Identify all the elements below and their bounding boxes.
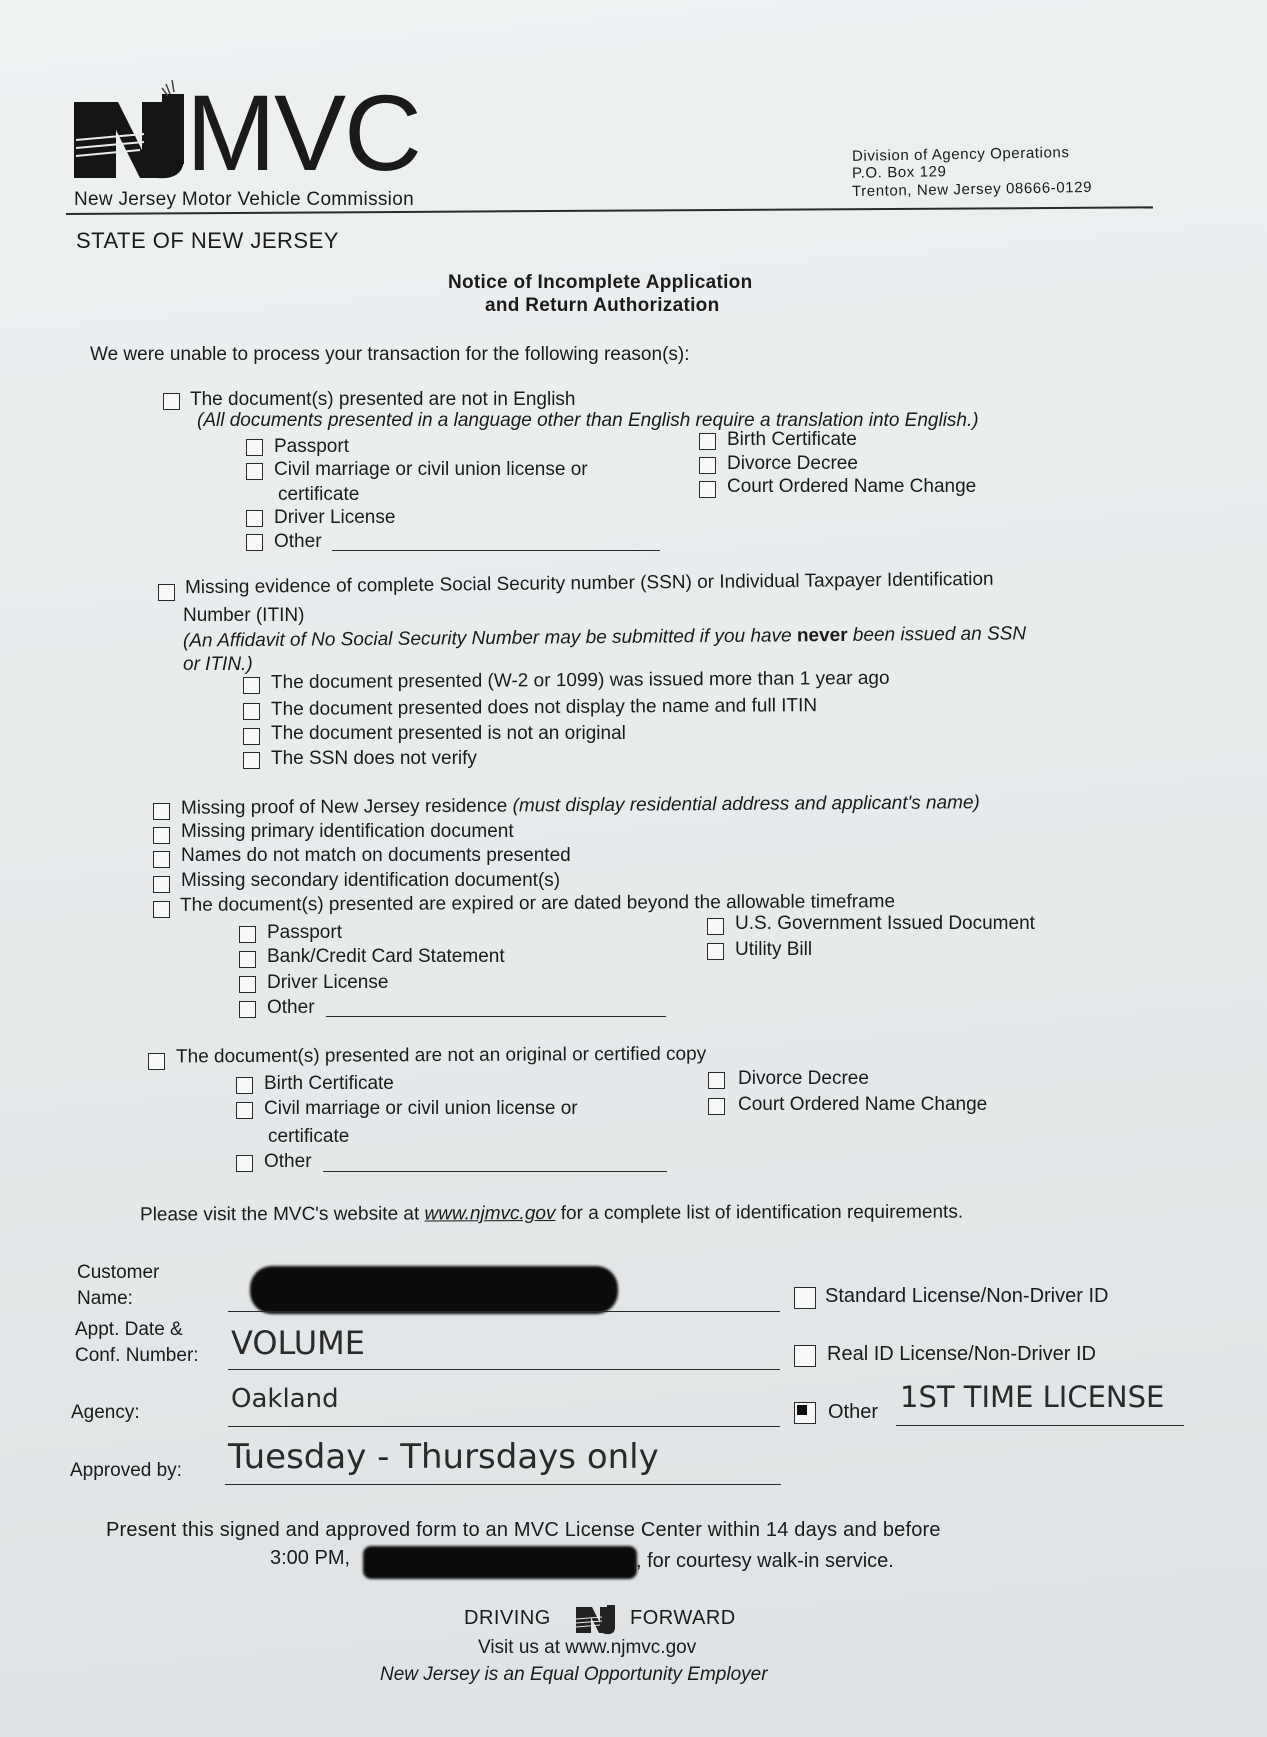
checkbox-ne-birth-certificate[interactable]: [699, 433, 716, 450]
checkbox-ne-civil-marriage[interactable]: [246, 463, 263, 480]
no-name-change-label: Court Ordered Name Change: [738, 1094, 988, 1115]
division-name: Division of Agency Operations: [851, 144, 1070, 165]
checkbox-real-id-license[interactable]: [794, 1345, 816, 1367]
no-other-input-line[interactable]: [323, 1171, 667, 1172]
exp-driver-license-label: Driver License: [267, 972, 389, 993]
agency-line[interactable]: [228, 1426, 780, 1427]
missing-ssn-label-2: Number (ITIN): [183, 605, 305, 626]
ssn-note-part-b: been issued an SSN: [847, 623, 1027, 646]
footer-visit: Visit us at www.njmvc.gov: [478, 1637, 697, 1658]
footer-nj-logo-mark: [576, 1601, 622, 1635]
checkbox-exp-gov-doc[interactable]: [707, 918, 724, 935]
ne-birth-certificate-label: Birth Certificate: [727, 429, 857, 450]
checkbox-no-name-change[interactable]: [708, 1098, 725, 1115]
checkbox-exp-passport[interactable]: [239, 926, 256, 943]
ssn-note-part-a: (An Affidavit of No Social Security Number may be submitted if you have: [182, 625, 797, 652]
checkbox-standard-license[interactable]: [794, 1287, 816, 1309]
customer-name-line[interactable]: [228, 1311, 780, 1312]
appt-line[interactable]: [228, 1369, 780, 1370]
no-divorce-decree-label: Divorce Decree: [738, 1068, 869, 1089]
checkbox-ne-name-change[interactable]: [699, 481, 716, 498]
form-title-line2: and Return Authorization: [485, 295, 720, 316]
checkbox-ne-driver-license[interactable]: [246, 510, 263, 527]
ssn-note-bold: never: [796, 624, 848, 647]
commission-name: New Jersey Motor Vehicle Commission: [74, 189, 414, 210]
missing-secondary-id-label: Missing secondary identification document(s): [181, 870, 561, 891]
not-original-label: The document(s) presented are not an original or certified copy: [175, 1043, 707, 1068]
appt-label-2: Conf. Number:: [75, 1345, 199, 1366]
not-english-note: (All documents presented in a language other than English require a translation into English.): [197, 410, 979, 431]
exp-other-input-line[interactable]: [326, 1016, 666, 1017]
city-address: Trenton, New Jersey 08666-0129: [851, 178, 1093, 201]
checkbox-missing-ssn[interactable]: [158, 584, 175, 601]
website-note-after: for a complete list of identification requirements.: [555, 1201, 964, 1224]
ssn-not-verify-label: The SSN does not verify: [271, 748, 477, 769]
no-birth-certificate-label: Birth Certificate: [264, 1073, 394, 1094]
exp-bank-statement-label: Bank/Credit Card Statement: [267, 946, 505, 967]
agency-value: Oakland: [231, 1384, 339, 1414]
present-after: , for courtesy walk-in service.: [636, 1550, 894, 1572]
checkbox-names-mismatch[interactable]: [153, 851, 170, 868]
state-label: STATE OF NEW JERSEY: [76, 228, 339, 253]
footer-forward: FORWARD: [630, 1607, 736, 1629]
redacted-customer-name: [250, 1266, 618, 1314]
checkbox-not-english[interactable]: [163, 393, 180, 410]
exp-passport-label: Passport: [267, 922, 342, 943]
not-english-label: The document(s) presented are not in English: [190, 389, 576, 410]
footer-driving: DRIVING: [464, 1607, 551, 1629]
checkbox-expired-docs[interactable]: [153, 901, 170, 918]
ssn-note-line2: or ITIN.): [183, 654, 253, 675]
other-license-line[interactable]: [896, 1425, 1184, 1426]
ne-driver-license-label: Driver License: [274, 507, 396, 528]
checkbox-ne-divorce-decree[interactable]: [699, 457, 716, 474]
real-id-license-label: Real ID License/Non-Driver ID: [827, 1343, 1096, 1365]
checkbox-ne-passport[interactable]: [246, 439, 263, 456]
exp-gov-doc-label: U.S. Government Issued Document: [735, 913, 1035, 934]
footer-nj-logo: [576, 1601, 622, 1635]
ssn-affidavit-note: [183, 623, 1026, 652]
checkbox-exp-other[interactable]: [239, 1001, 256, 1018]
approved-by-value: Tuesday - Thursdays only: [228, 1437, 659, 1477]
mvc-website-link[interactable]: www.njmvc.gov: [424, 1202, 556, 1225]
names-mismatch-label: Names do not match on documents presented: [181, 845, 571, 866]
form-title-line1: Notice of Incomplete Application: [448, 272, 753, 293]
appt-label-1: Appt. Date &: [75, 1319, 183, 1340]
no-civil-marriage-label-2: certificate: [268, 1126, 350, 1147]
checkbox-exp-bank-statement[interactable]: [239, 951, 256, 968]
missing-ssn-label: Missing evidence of complete Social Security number (SSN) or Individual Taxpayer Identification: [184, 568, 994, 599]
checkbox-missing-secondary-id[interactable]: [153, 876, 170, 893]
missing-primary-id-label: Missing primary identification document: [181, 821, 514, 842]
website-note: [140, 1202, 963, 1227]
ne-name-change-label: Court Ordered Name Change: [727, 476, 977, 497]
checkbox-other-license[interactable]: [794, 1402, 816, 1424]
present-time: 3:00 PM,: [270, 1547, 351, 1569]
approved-by-label: Approved by:: [70, 1460, 182, 1481]
missing-residence-label: [181, 792, 980, 820]
checkbox-exp-driver-license[interactable]: [239, 976, 256, 993]
present-instructions-line1: Present this signed and approved form to an MVC License Center within 14 days and before: [106, 1519, 941, 1541]
checkbox-missing-primary-id[interactable]: [153, 827, 170, 844]
ne-passport-label: Passport: [274, 436, 349, 457]
checkbox-ssn-w2[interactable]: [243, 677, 260, 694]
ssn-not-original-label: The document presented is not an original: [271, 723, 626, 744]
agency-label: Agency:: [71, 1402, 140, 1423]
no-other-label: Other: [264, 1151, 312, 1172]
njmvc-logo: [74, 72, 434, 193]
exp-utility-bill-label: Utility Bill: [735, 939, 813, 960]
checkbox-ssn-not-verify[interactable]: [243, 752, 260, 769]
ne-civil-marriage-label-2: certificate: [278, 484, 360, 505]
checkbox-no-civil-marriage[interactable]: [236, 1102, 253, 1119]
approved-by-line[interactable]: [225, 1484, 781, 1485]
ne-divorce-decree-label: Divorce Decree: [727, 453, 858, 474]
residence-text: Missing proof of New Jersey residence: [180, 795, 513, 819]
website-note-before: Please visit the MVC's website at: [139, 1203, 425, 1226]
expired-docs-label: The document(s) presented are expired or are dated beyond the allowable timeframe: [179, 891, 896, 916]
checkbox-missing-residence[interactable]: [153, 803, 170, 820]
standard-license-label: Standard License/Non-Driver ID: [825, 1285, 1109, 1307]
redacted-date: [363, 1546, 637, 1579]
customer-name-label-2: Name:: [77, 1288, 133, 1309]
po-box: P.O. Box 129: [851, 163, 947, 182]
checkbox-ssn-not-original[interactable]: [243, 728, 260, 745]
checkbox-no-other[interactable]: [236, 1155, 253, 1172]
residence-note: (must display residential address and applicant's name): [512, 792, 980, 817]
checkbox-ssn-itin[interactable]: [243, 703, 260, 720]
ne-other-input-line[interactable]: [332, 550, 660, 551]
footer-eeo: New Jersey is an Equal Opportunity Employer: [380, 1664, 768, 1685]
appt-value: VOLUME: [231, 1324, 365, 1362]
ssn-itin-label: The document presented does not display the name and full ITIN: [270, 695, 818, 720]
checkbox-no-birth-certificate[interactable]: [236, 1077, 253, 1094]
exp-other-label: Other: [267, 997, 315, 1018]
checkbox-exp-utility-bill[interactable]: [707, 943, 724, 960]
logo-mvc-text: MVC: [186, 72, 420, 193]
other-license-label: Other: [828, 1401, 879, 1423]
ssn-w2-label: The document presented (W-2 or 1099) was issued more than 1 year ago: [270, 667, 890, 694]
ne-civil-marriage-label: Civil marriage or civil union license or: [274, 459, 588, 480]
ne-other-label: Other: [274, 531, 322, 552]
checkbox-no-divorce-decree[interactable]: [708, 1072, 725, 1089]
customer-name-label-1: Customer: [77, 1262, 160, 1283]
intro-text: We were unable to process your transaction for the following reason(s):: [90, 344, 690, 365]
checkbox-ne-other[interactable]: [246, 534, 263, 551]
other-license-value: 1ST TIME LICENSE: [900, 1380, 1165, 1414]
checkbox-not-original[interactable]: [148, 1053, 165, 1070]
no-civil-marriage-label: Civil marriage or civil union license or: [264, 1098, 578, 1119]
